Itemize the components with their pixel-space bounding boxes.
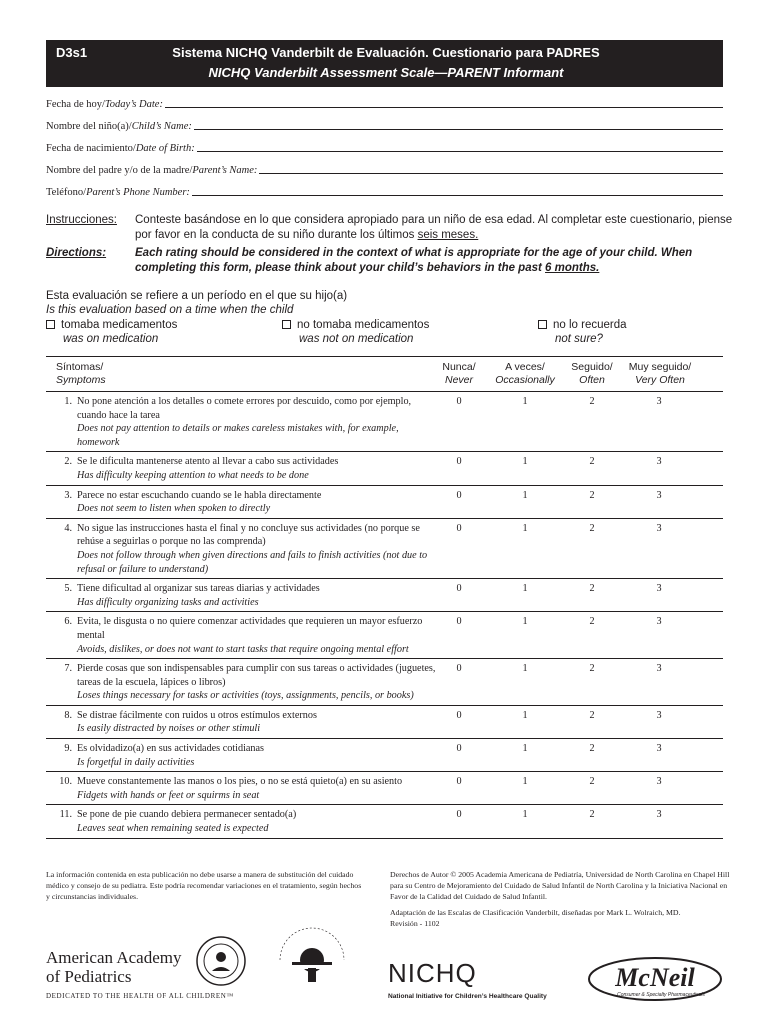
- table-row: [46, 486, 723, 519]
- score-option[interactable]: 1: [522, 663, 528, 675]
- symptom-text: Tiene dificultad al organizar sus tareas diarias y actividades Has difficulty organizing tasks and activities: [77, 583, 320, 608]
- row-number: 10.: [59, 776, 72, 788]
- score-option[interactable]: 0: [456, 456, 462, 468]
- score-option[interactable]: 0: [456, 583, 462, 595]
- checkbox[interactable]: [46, 320, 55, 329]
- copyright-block: [390, 869, 730, 929]
- instructions-label: Instrucciones:: [46, 214, 117, 226]
- parent-name-field[interactable]: [46, 160, 723, 176]
- table-row: [46, 706, 723, 739]
- score-option[interactable]: 2: [589, 663, 595, 675]
- row-number: 1.: [64, 396, 72, 407]
- score-option[interactable]: 1: [522, 456, 528, 468]
- score-option[interactable]: 3: [656, 663, 662, 675]
- symptom-text: Se le dificulta mantenerse atento al llevar a cabo sus actividades Has difficulty keeping attention to what needs to be done: [77, 456, 339, 481]
- score-option[interactable]: 1: [522, 396, 528, 407]
- nc-center-logo-icon: [272, 920, 362, 1000]
- score-option[interactable]: 0: [456, 776, 462, 788]
- row-number: 8.: [64, 709, 72, 721]
- symptom-text: Es olvidadizo(a) en sus actividades cotidianas Is forgetful in daily activities: [77, 743, 264, 768]
- score-option[interactable]: 2: [589, 743, 595, 755]
- score-option[interactable]: 3: [656, 583, 662, 595]
- option-not-on-medication[interactable]: no tomaba medicamentos was not on medication: [282, 318, 429, 346]
- table-row: [46, 659, 723, 706]
- input-line[interactable]: [259, 173, 723, 174]
- row-number: 7.: [64, 663, 72, 675]
- score-option[interactable]: 0: [456, 809, 462, 821]
- title-banner: [46, 40, 723, 87]
- score-option[interactable]: 2: [589, 489, 595, 501]
- score-option[interactable]: 2: [589, 809, 595, 821]
- title-spanish: Sistema NICHQ Vanderbilt de Evaluación. Cuestionario para PADRES: [172, 45, 600, 60]
- option-not-sure[interactable]: no lo recuerda not sure?: [538, 318, 627, 346]
- symptoms-table: [46, 356, 723, 839]
- symptom-text: Se distrae fácilmente con ruidos u otros estímulos externos Is easily distracted by noises or other stimuli: [77, 709, 317, 735]
- score-option[interactable]: 1: [522, 583, 528, 595]
- column-occasionally: A veces/ Occasionally: [495, 361, 555, 386]
- symptom-text: Mueve constantemente las manos o los pies, o no se está quieto(a) en su asiento Fidgets with hands or feet or squirms in seat: [77, 776, 403, 801]
- score-option[interactable]: 0: [456, 396, 462, 407]
- input-line[interactable]: [192, 195, 723, 196]
- row-number: 11.: [59, 809, 72, 821]
- mcneil-wordmark: McNeil: [615, 963, 695, 992]
- table-row: [46, 452, 723, 485]
- score-option[interactable]: 2: [589, 616, 595, 628]
- field-label: Fecha de nacimiento/Date of Birth:: [46, 143, 195, 154]
- aap-logo: American Academy of Pediatrics DEDICATED TO THE HEALTH OF ALL CHILDREN™: [46, 948, 234, 1000]
- score-option[interactable]: 0: [456, 489, 462, 501]
- input-line[interactable]: [197, 151, 723, 152]
- checkbox[interactable]: [538, 320, 547, 329]
- table-header: [46, 356, 723, 392]
- table-row: [46, 739, 723, 772]
- symptom-text: Evita, le disgusta o no quiere comenzar actividades que requieren un mayor esfuerzo mental Avoids, dislikes, or does not want to start tasks that require ongoing mental effort: [77, 616, 423, 655]
- field-label: Nombre del padre y/o de la madre/Parent’s Name:: [46, 165, 258, 176]
- score-option[interactable]: 1: [522, 809, 528, 821]
- score-option[interactable]: 2: [589, 396, 595, 407]
- score-option[interactable]: 0: [456, 616, 462, 628]
- mcneil-logo: [585, 955, 725, 1005]
- phone-number-field[interactable]: [46, 182, 723, 198]
- adaptation-text: Adaptación de las Escalas de Clasificación Vanderbilt, diseñadas por Mark L. Wolraich, MD.: [390, 908, 681, 917]
- checkbox[interactable]: [282, 320, 291, 329]
- disclaimer-text: La información contenida en esta publicación no debe usarse a manera de substitución del cuidado médico y consejo de su pediatra. Este podría recomendar variaciones en el tratamiento, según hechos y circunstancias individuales.: [46, 870, 362, 901]
- row-number: 5.: [64, 583, 72, 595]
- score-option[interactable]: 1: [522, 709, 528, 721]
- directions-label: Directions:: [46, 247, 107, 259]
- todays-date-field[interactable]: [46, 94, 723, 110]
- table-row: [46, 612, 723, 659]
- score-option[interactable]: 2: [589, 522, 595, 534]
- score-option[interactable]: 0: [456, 663, 462, 675]
- score-option[interactable]: 3: [656, 489, 662, 501]
- score-option[interactable]: 1: [522, 616, 528, 628]
- score-option[interactable]: 3: [656, 616, 662, 628]
- form-code: D3s1: [56, 45, 88, 60]
- symptom-text: Se pone de pie cuando debiera permanecer sentado(a) Leaves seat when remaining seated is expected: [77, 809, 297, 835]
- row-number: 4.: [64, 522, 72, 534]
- option-on-medication[interactable]: tomaba medicamentos was on medication: [46, 318, 177, 346]
- score-option[interactable]: 2: [589, 709, 595, 721]
- input-line[interactable]: [165, 107, 723, 108]
- score-option[interactable]: 3: [656, 809, 662, 821]
- aap-seal-icon: [195, 935, 247, 987]
- score-option[interactable]: 2: [589, 776, 595, 788]
- score-option[interactable]: 1: [522, 776, 528, 788]
- symptom-text: No pone atención a los detalles o comete errores por descuido, como por ejemplo, cuando hace la tarea Does not pay attention to details or makes careless mistakes with, for example, homework: [77, 396, 412, 448]
- field-label: Nombre del niño(a)/Child’s Name:: [46, 121, 192, 132]
- score-option[interactable]: 0: [456, 743, 462, 755]
- score-option[interactable]: 3: [656, 776, 662, 788]
- child-name-field[interactable]: [46, 116, 723, 132]
- column-very-often: Muy seguido/ Very Often: [628, 361, 692, 386]
- score-option[interactable]: 2: [589, 583, 595, 595]
- table-row: [46, 805, 723, 838]
- score-option[interactable]: 0: [456, 522, 462, 534]
- score-option[interactable]: 3: [656, 743, 662, 755]
- revision-text: Revisión - 1102: [390, 919, 440, 928]
- evaluation-question: Esta evaluación se refiere a un período en el que su hijo(a) Is this evaluation based on a time when the child: [46, 290, 348, 316]
- row-number: 9.: [64, 743, 72, 755]
- table-row: [46, 579, 723, 612]
- score-option[interactable]: 3: [656, 396, 662, 407]
- score-option[interactable]: 3: [656, 522, 662, 534]
- instructions-text: Conteste basándose en lo que considera apropiado para un niño de esa edad. Al completar este cuestionario, piense por favor en la conducta de su niño durante los últimos seis meses.: [135, 214, 733, 241]
- nichq-logo: NICHQ National Initiative for Children’s Healthcare Quality: [388, 958, 547, 1000]
- copyright-text: Derechos de Autor © 2005 Academia Americana de Pediatría, Universidad de North Carolina en Chapel Hill para su Centro de Mejoramiento del Cuidado de Salud Infantil de North Carolina y la Iniciativa Nacional en Favor de la Calidad del Cuidado de Salud Infantil.: [390, 870, 730, 901]
- table-row: [46, 519, 723, 579]
- field-label: Teléfono/Parent’s Phone Number:: [46, 187, 190, 198]
- score-option[interactable]: 1: [522, 743, 528, 755]
- score-option[interactable]: 2: [589, 456, 595, 468]
- date-of-birth-field[interactable]: [46, 138, 723, 154]
- symptom-text: Pierde cosas que son indispensables para cumplir con sus tareas o actividades (juguetes, tareas de la escuela, lápices o libros) Loses things necessary for tasks or activities (toys, assignments, pencils, or books): [77, 663, 436, 702]
- field-label: Fecha de hoy/Today’s Date:: [46, 99, 163, 110]
- column-often: Seguido/ Often: [571, 361, 613, 386]
- table-row: [46, 772, 723, 805]
- directions-text: Each rating should be considered in the context of what is appropriate for the age of your child. When completing this form, please think about your child’s behaviors in the past 6 months.: [135, 247, 693, 274]
- score-option[interactable]: 1: [522, 522, 528, 534]
- input-line[interactable]: [194, 129, 723, 130]
- row-number: 3.: [64, 489, 72, 501]
- score-option[interactable]: 3: [656, 709, 662, 721]
- row-number: 6.: [64, 616, 72, 628]
- symptom-text: No sigue las instrucciones hasta el final y no concluye sus actividades (no porque se rehúse a seguirlas o porque no las comprenda) Does not follow through when given directions and fails to finish activities (not due to refusal or failure to understand): [77, 522, 428, 575]
- symptoms-header: Síntomas/ Symptoms: [56, 361, 106, 386]
- score-option[interactable]: 0: [456, 709, 462, 721]
- table-body: [46, 392, 723, 839]
- row-number: 2.: [64, 456, 72, 468]
- title-english: NICHQ Vanderbilt Assessment Scale—PARENT Informant: [208, 65, 564, 80]
- column-never: Nunca/ Never: [442, 361, 476, 386]
- score-option[interactable]: 1: [522, 489, 528, 501]
- score-option[interactable]: 3: [656, 456, 662, 468]
- mcneil-subtitle: Consumer & Specialty Pharmaceuticals: [617, 992, 705, 998]
- table-row: [46, 392, 723, 452]
- symptom-text: Parece no estar escuchando cuando se le habla directamente Does not seem to listen when spoken to directly: [77, 489, 322, 515]
